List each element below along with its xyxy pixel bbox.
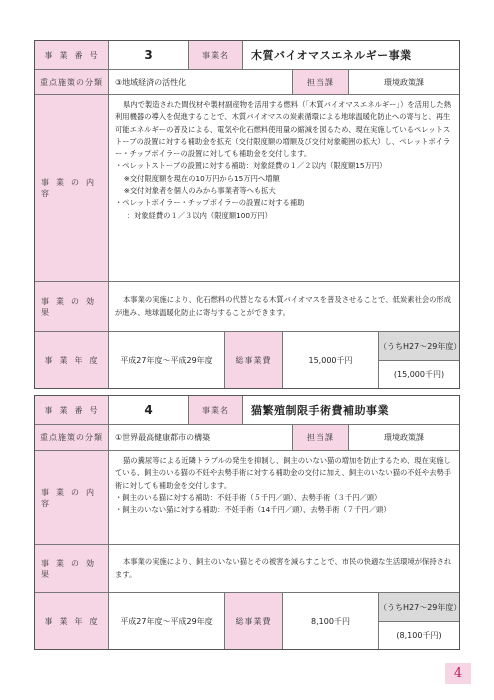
department-value: 環境政策課	[384, 77, 424, 87]
content-label: 事業の内容	[35, 95, 109, 281]
content-paragraph: 猫の糞尿等による近隣トラブルの発生を抑制し、飼主のいない猫の増加を防止するため、現在実施している、飼主のいる猫の不妊や去勢手術に対する補助金の交付に加え、飼主のいない猫の不妊や去勢手術に対しても補助金を交付します。	[115, 456, 452, 490]
number-label: 事業番号	[35, 41, 109, 69]
category-value: ①世界最高健康都市の構築	[109, 425, 293, 450]
total-value: 15,000千円	[283, 332, 379, 388]
total-value: 8,100千円	[283, 593, 379, 649]
year-label: 事業年度	[35, 332, 109, 388]
content-label: 事業の内容	[35, 451, 109, 544]
category-value: ③地域経済の活性化	[109, 70, 293, 94]
category-label: 重点施策の分類	[35, 70, 109, 94]
total-label: 総事業費	[225, 593, 283, 649]
content-note: ：対象経費の１／３以内（限度額100万円）	[126, 210, 272, 220]
number-label: 事業番号	[35, 396, 109, 424]
year-label: 事業年度	[35, 593, 109, 649]
period-value: (15,000千円)	[393, 370, 445, 379]
period-label: （うちH27～29年度）	[379, 593, 459, 622]
period-box	[379, 332, 462, 388]
period-label: （うちH27～29年度）	[379, 332, 459, 361]
effect-text	[109, 282, 459, 331]
department-label: 担当課	[293, 425, 349, 450]
department-value: 環境政策課	[384, 433, 424, 442]
project-card-4	[34, 395, 460, 650]
content-bullet: ・ペレットストーブの設置に対する補助：対象経費の１／２以内（限度額15万円）	[115, 161, 387, 171]
project-number: 3	[109, 41, 189, 69]
page-number: 4	[445, 663, 471, 684]
project-name: 猫繁殖制限手術費補助事業	[251, 404, 389, 417]
name-label: 事業名	[189, 41, 243, 69]
effect-paragraph: 本事業の実施により、化石燃料の代替となる木質バイオマスを普及させることで、低炭素社会の形成が進み、地球温暖化防止に寄与することができます。	[115, 295, 452, 317]
content-text	[109, 95, 459, 281]
content-paragraph: 県内で製造された間伐材や製材副産物を活用する燃料（「木質バイオマスエネルギー」）を活用した熱利用機器の導入を促進することで、木質バイオマスの炭素循環による地球温暖化防止への寄与と、再生可能エネルギーの普及による、電気や化石燃料使用量の縮減を図るため、現在実施しているペレットストーブの設置に対する補助金を拡充（交付限度額の増額及び交付対象範囲の拡大）し、ペレットボイラー・チップボイラーの設置に対しても補助金を交付します。	[115, 100, 452, 159]
project-name: 木質バイオマスエネルギー事業	[251, 49, 412, 62]
content-bullet: ・飼主のいる猫に対する補助：不妊手術（５千円／頭）、去勢手術（３千円／頭）	[115, 492, 382, 502]
effect-paragraph: 本事業の実施により、飼主のいない猫とその被害を減らすことで、市民の快適な生活環境が保持されます。	[115, 557, 452, 579]
department-label: 担当課	[293, 70, 349, 94]
period-value: (8,100千円)	[396, 631, 442, 640]
year-value: 平成27年度～平成29年度	[109, 593, 225, 649]
category-label: 重点施策の分類	[35, 425, 109, 450]
name-label: 事業名	[189, 396, 243, 424]
project-card-3	[34, 40, 460, 389]
content-note: ※交付対象者を個人のみから事業者等へも拡大	[123, 186, 276, 196]
content-note: ※交付限度額を現在の10万円から15万円へ増額	[123, 173, 280, 183]
year-value: 平成27年度～平成29年度	[109, 332, 225, 388]
content-text	[109, 451, 459, 544]
content-bullet: ・ペレットボイラー・チップボイラーの設置に対する補助	[115, 198, 305, 208]
project-number: 4	[109, 396, 189, 424]
effect-text	[109, 545, 459, 592]
content-bullet: ・飼主のいない猫に対する補助：不妊手術（14千円／頭）、去勢手術（７千円／頭）	[115, 505, 391, 515]
period-box	[379, 593, 462, 649]
total-label: 総事業費	[225, 332, 283, 388]
effect-label: 事業の効果	[35, 282, 109, 331]
effect-label: 事業の効果	[35, 545, 109, 592]
